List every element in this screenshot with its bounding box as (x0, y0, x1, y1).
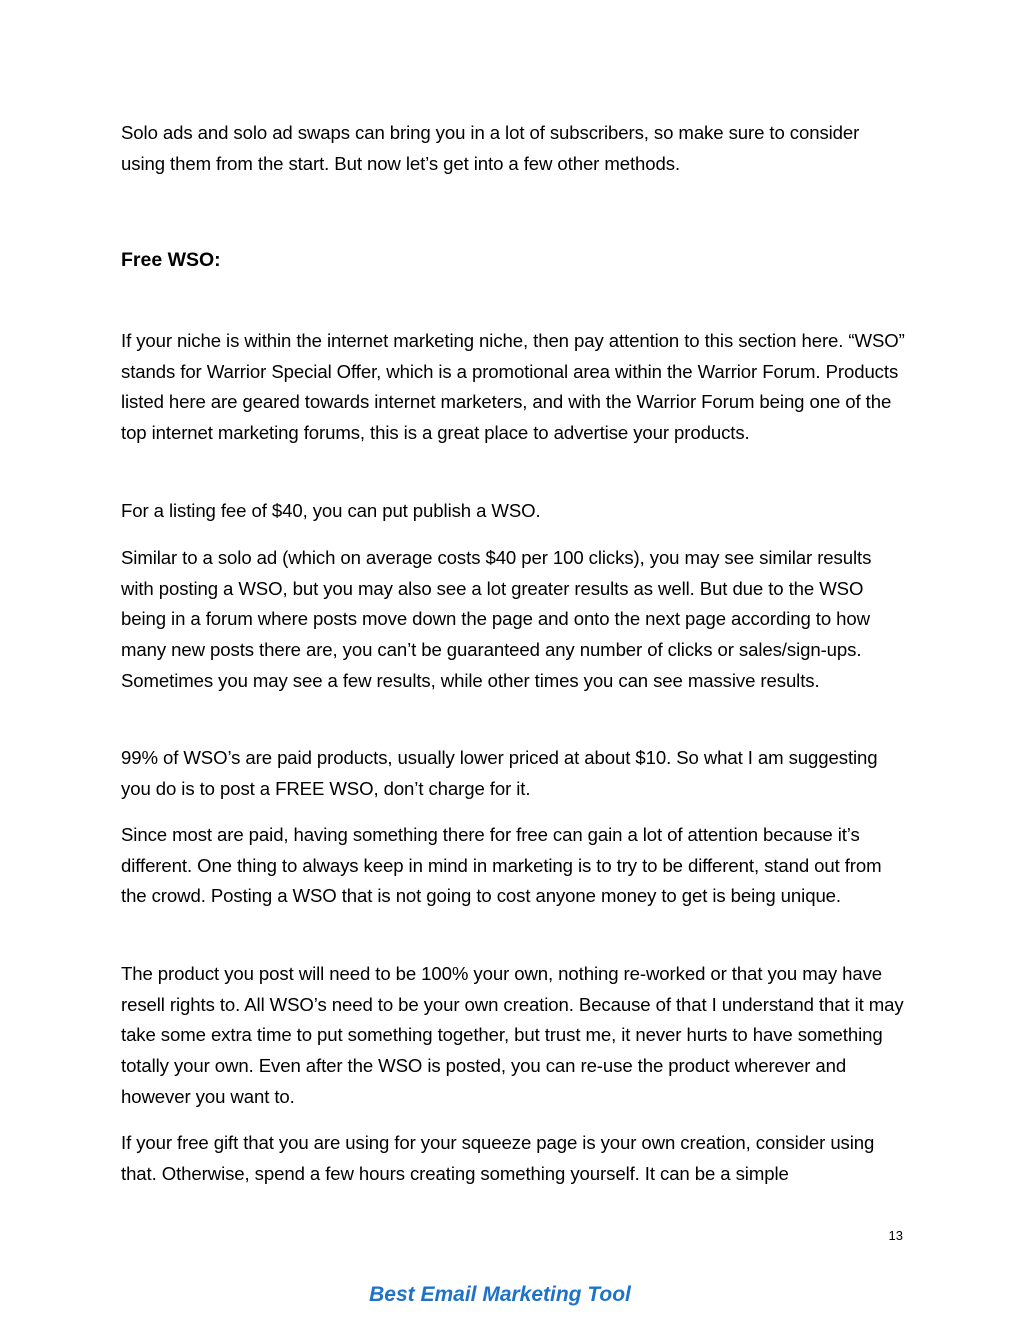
paragraph-wso-intro: If your niche is within the internet marketing niche, then pay attention to this section here. “WSO” stands for Warrior Special Offer, which is a promotional area within the Warrior Forum. Products listed here are geared towards internet marketers, and with the Warrior Forum being one of the top internet marketing forums, this is a great place to advertise your products. (121, 330, 905, 444)
page-number: 13 (888, 1228, 903, 1243)
paragraph-free-gift: If your free gift that you are using for your squeeze page is your own creation, consider using that. Otherwise, spend a few hours creating something yourself. It can be a simple (121, 1132, 875, 1184)
paragraph-be-different: Since most are paid, having something there for free can gain a lot of attention because it’s different. One thing to always keep in mind in marketing is to try to be different, stand out from the crowd. Posting a WSO that is not going to cost anyone money to get is being unique. (121, 824, 882, 907)
paragraph-listing-fee: For a listing fee of $40, you can put publish a WSO. (121, 500, 541, 521)
paragraph-paid-products: 99% of WSO’s are paid products, usually lower priced at about $10. So what I am suggesting you do is to post a FREE WSO, don’t charge for it. (121, 747, 878, 799)
paragraph-own-product: The product you post will need to be 100% your own, nothing re-worked or that you may have resell rights to. All WSO’s need to be your own creation. Because of that I understand that it may take some extra time to put something together, but trust me, it never hurts to have something totally your own. Even after the WSO is posted, you can re-use the product wherever and however you want to. (121, 963, 904, 1107)
section-heading: Free WSO: (121, 249, 221, 271)
paragraph-solo-ad-comparison: Similar to a solo ad (which on average costs $40 per 100 clicks), you may see similar results with posting a WSO, but you may also see a lot greater results as well. But due to the WSO being in a forum where posts move down the page and onto the next page according to how many new posts there are, you can’t be guaranteed any number of clicks or sales/sign-ups. Sometimes you may see a few results, while other times you can see massive results. (121, 547, 872, 691)
intro-paragraph: Solo ads and solo ad swaps can bring you in a lot of subscribers, so make sure to consider using them from the start. But now let’s get into a few other methods. (121, 122, 860, 174)
footer-link[interactable]: Best Email Marketing Tool (369, 1283, 631, 1306)
